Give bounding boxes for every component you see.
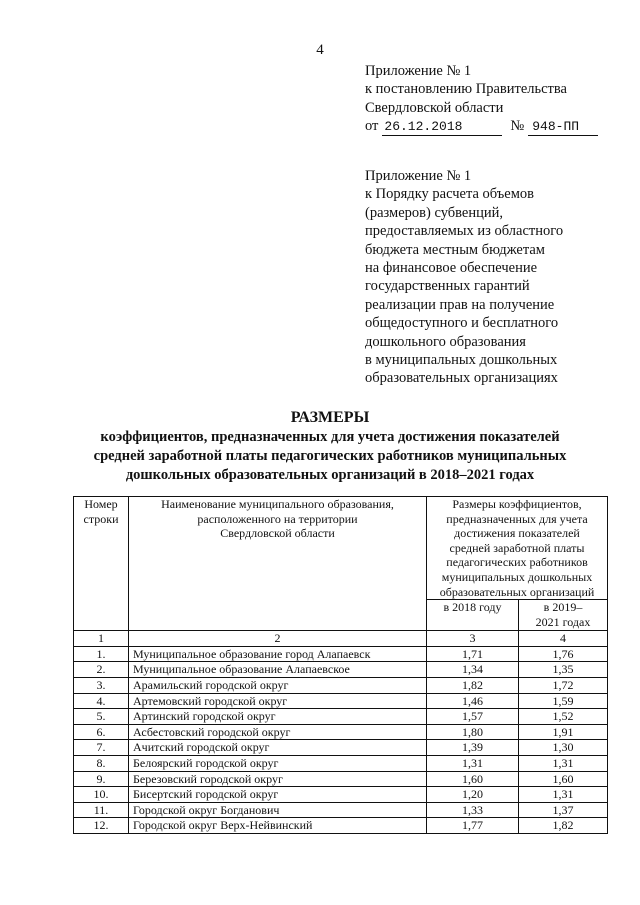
column-number: 4 — [519, 631, 608, 647]
coefficient-2018: 1,34 — [427, 662, 519, 678]
coefficient-2019-2021: 1,31 — [519, 755, 608, 771]
page-number: 4 — [316, 42, 324, 58]
number-sign: № — [510, 118, 525, 135]
document-title — [60, 408, 600, 485]
row-number: 4. — [74, 693, 129, 709]
coefficient-2019-2021: 1,60 — [519, 771, 608, 787]
column-number: 3 — [427, 631, 519, 647]
date-prefix: от — [365, 118, 379, 135]
attachment-line: (размеров) субвенций, — [365, 204, 503, 221]
municipality-name: Асбестовский городской округ — [129, 724, 427, 740]
column-number: 2 — [129, 631, 427, 647]
resolution-number: 948-ПП — [528, 119, 598, 136]
coefficient-2019-2021: 1,31 — [519, 787, 608, 803]
title-line: коэффициентов, предназначенных для учета достижения показателей — [100, 429, 560, 445]
table-row — [74, 693, 608, 709]
municipality-name: Арамильский городской округ — [129, 677, 427, 693]
attachment-line: в муниципальных дошкольных — [365, 352, 558, 369]
header-years-2019-2021: в 2019– 2021 годах — [519, 600, 608, 631]
municipality-name: Ачитский городской округ — [129, 740, 427, 756]
attachment-line: реализации прав на получение — [365, 296, 555, 313]
municipality-name: Муниципальное образование город Алапаевск — [129, 646, 427, 662]
attachment-line: к постановлению Правительства — [365, 81, 567, 98]
coefficient-2018: 1,20 — [427, 787, 519, 803]
row-number: 5. — [74, 709, 129, 725]
attachment-line: к Порядку расчета объемов — [365, 186, 535, 203]
table-row — [74, 818, 608, 834]
attachment-line: Приложение № 1 — [365, 63, 472, 79]
title-main: РАЗМЕРЫ — [290, 409, 370, 426]
coefficient-2018: 1,82 — [427, 677, 519, 693]
municipality-name: Городской округ Богданович — [129, 802, 427, 818]
coefficient-2019-2021: 1,35 — [519, 662, 608, 678]
coefficients-table — [73, 496, 608, 834]
coefficient-2018: 1,80 — [427, 724, 519, 740]
coefficient-2019-2021: 1,30 — [519, 740, 608, 756]
table-row — [74, 662, 608, 678]
municipality-name: Муниципальное образование Алапаевское — [129, 662, 427, 678]
resolution-date-number — [365, 117, 598, 136]
coefficient-2019-2021: 1,37 — [519, 802, 608, 818]
coefficient-2018: 1,60 — [427, 771, 519, 787]
row-number: 7. — [74, 740, 129, 756]
attachment-line: общедоступного и бесплатного — [365, 315, 559, 332]
attachment-procedure — [365, 167, 563, 388]
title-line: средней заработной платы педагогических работников муниципальных — [93, 448, 567, 464]
row-number: 11. — [74, 802, 129, 818]
row-number: 9. — [74, 771, 129, 787]
coefficient-2018: 1,33 — [427, 802, 519, 818]
attachment-line: на финансовое обеспечение — [365, 260, 538, 277]
municipality-name: Белоярский городской округ — [129, 755, 427, 771]
attachment-line: дошкольного образования — [365, 333, 526, 350]
attachment-line: бюджета местным бюджетам — [365, 241, 545, 258]
coefficient-2018: 1,71 — [427, 646, 519, 662]
attachment-line: государственных гарантий — [365, 278, 530, 295]
municipality-name: Артемовский городской округ — [129, 693, 427, 709]
row-number: 6. — [74, 724, 129, 740]
municipality-name: Артинский городской округ — [129, 709, 427, 725]
header-row-number: Номер строки — [74, 497, 129, 631]
table-row — [74, 802, 608, 818]
title-line: дошкольных образовательных организаций в 2018–2021 годах — [125, 467, 535, 483]
table-row — [74, 787, 608, 803]
municipality-name: Городской округ Верх-Нейвинский — [129, 818, 427, 834]
coefficient-2019-2021: 1,91 — [519, 724, 608, 740]
coefficient-2019-2021: 1,82 — [519, 818, 608, 834]
coefficient-2018: 1,31 — [427, 755, 519, 771]
coefficient-2019-2021: 1,52 — [519, 709, 608, 725]
row-number: 1. — [74, 646, 129, 662]
row-number: 10. — [74, 787, 129, 803]
attachment-line: Свердловской области — [365, 99, 504, 116]
table-row — [74, 771, 608, 787]
table-row — [74, 740, 608, 756]
row-number: 12. — [74, 818, 129, 834]
coefficient-2019-2021: 1,72 — [519, 677, 608, 693]
coefficient-2019-2021: 1,59 — [519, 693, 608, 709]
coefficient-2019-2021: 1,76 — [519, 646, 608, 662]
attachment-line: образовательных организациях — [365, 370, 558, 387]
coefficient-2018: 1,46 — [427, 693, 519, 709]
attachment-government-resolution — [365, 62, 598, 136]
municipality-name: Березовский городской округ — [129, 771, 427, 787]
attachment-line: предоставляемых из областного — [365, 223, 564, 240]
table-row — [74, 677, 608, 693]
table-row — [74, 709, 608, 725]
row-number: 2. — [74, 662, 129, 678]
row-number: 8. — [74, 755, 129, 771]
header-municipality-name: Наименование муниципального образования, расположенного на территории Свердловской области — [129, 497, 427, 631]
table-row — [74, 755, 608, 771]
column-numbers-row — [74, 631, 608, 647]
header-coefficient-sizes: Размеры коэффициентов, предназначенных для учета достижения показателей средней заработной платы педагогических работников муниципальных дошкольных образовательных организаций — [427, 497, 608, 600]
header-year-2018: в 2018 году — [427, 600, 519, 631]
municipality-name: Бисертский городской округ — [129, 787, 427, 803]
table-row — [74, 646, 608, 662]
coefficient-2018: 1,57 — [427, 709, 519, 725]
attachment-line: Приложение № 1 — [365, 168, 472, 184]
resolution-date: 26.12.2018 — [382, 119, 502, 136]
coefficient-2018: 1,39 — [427, 740, 519, 756]
coefficient-2018: 1,77 — [427, 818, 519, 834]
table-row — [74, 724, 608, 740]
row-number: 3. — [74, 677, 129, 693]
column-number: 1 — [74, 631, 129, 647]
